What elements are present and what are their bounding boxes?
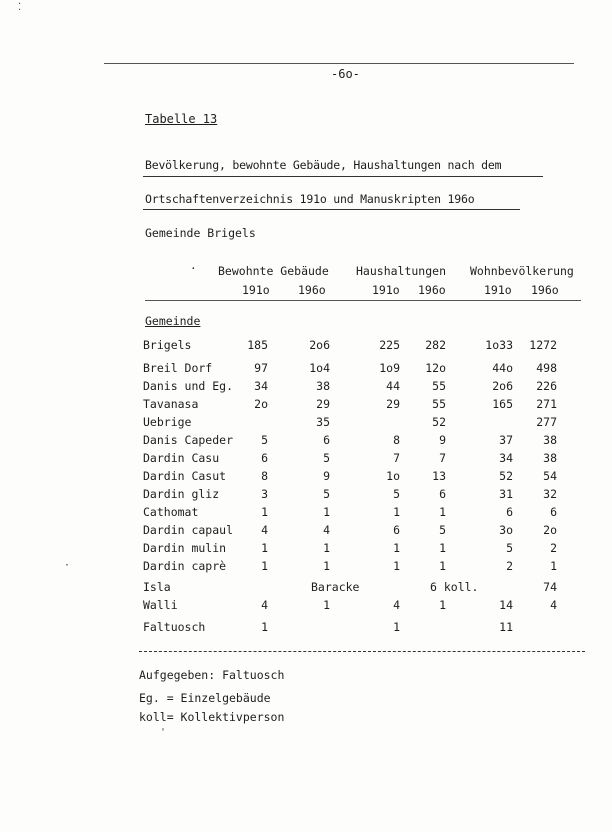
table-row — [0, 580, 612, 598]
row-value: 2o6 — [492, 379, 513, 393]
row-value: 9 — [439, 433, 446, 447]
row-value: 277 — [536, 415, 557, 429]
table-row — [0, 415, 612, 433]
row-value: 2o — [543, 523, 557, 537]
row-value: 498 — [536, 361, 557, 375]
row-value: 38 — [543, 451, 557, 465]
table-row — [0, 469, 612, 487]
row-value: 2o — [254, 397, 268, 411]
row-value: 1 — [261, 620, 268, 634]
col-header-buildings: Bewohnte Gebäude — [218, 264, 329, 278]
row-value: 1o — [386, 469, 400, 483]
row-value: 1 — [439, 598, 446, 612]
row-name: Cathomat — [143, 505, 199, 519]
row-value: 29 — [316, 397, 330, 411]
row-value: 44o — [492, 361, 513, 375]
row-value: 52 — [432, 415, 446, 429]
table-row — [0, 559, 612, 577]
row-value: 5 — [323, 487, 330, 501]
row-value: 55 — [432, 397, 446, 411]
row-value: 1 — [261, 505, 268, 519]
row-value: 38 — [316, 379, 330, 393]
row-value: 12o — [425, 361, 446, 375]
footnote-koll: koll= Kollektivperson — [139, 710, 285, 724]
row-value: 32 — [543, 487, 557, 501]
header-rule — [145, 300, 581, 301]
row-value: 1 — [323, 598, 330, 612]
row-value: 6 — [393, 523, 400, 537]
row-name: Tavanasa — [143, 397, 199, 411]
row-value: 1 — [393, 559, 400, 573]
row-value: 4 — [393, 598, 400, 612]
row-value: 37 — [499, 433, 513, 447]
row-value: 282 — [425, 338, 446, 352]
table-row — [0, 541, 612, 559]
row-value: 3o — [499, 523, 513, 537]
row-value: 1o4 — [309, 361, 330, 375]
row-value: 7 — [393, 451, 400, 465]
row-value: 4 — [261, 523, 268, 537]
row-value: 5 — [323, 451, 330, 465]
table-row — [0, 451, 612, 469]
row-value: 1 — [439, 541, 446, 555]
row-name: Dardin capaul — [143, 523, 234, 537]
row-value: 1 — [261, 559, 268, 573]
col-header-households: Haushaltungen — [356, 264, 447, 278]
row-value: 1 — [393, 505, 400, 519]
row-value: 55 — [432, 379, 446, 393]
row-name: Isla — [143, 580, 171, 594]
row-name: Dardin gliz — [143, 487, 220, 501]
row-value: 5 — [506, 541, 513, 555]
page-top-line — [104, 63, 574, 64]
row-value: 52 — [499, 469, 513, 483]
row-value: 74 — [543, 580, 557, 594]
year-header: 196o — [531, 283, 559, 297]
row-value: 38 — [543, 433, 557, 447]
row-name: Walli — [143, 598, 178, 612]
row-name: Dardin mulin — [143, 541, 227, 555]
header-bullet: · — [190, 262, 197, 275]
row-name: Dardin Casut — [143, 469, 227, 483]
col-header-population: Wohnbevölkerung — [470, 264, 574, 278]
row-name: Uebrige — [143, 415, 192, 429]
footnote-abandoned: Aufgegeben: Faltuosch — [139, 668, 285, 682]
heading-underline-2 — [143, 209, 520, 210]
row-value: 3 — [261, 487, 268, 501]
row-value: 165 — [492, 397, 513, 411]
table-row — [0, 397, 612, 415]
footnote-eg: Eg. = Einzelgebäude — [139, 691, 271, 705]
row-value: 31 — [499, 487, 513, 501]
row-name: Danis Capeder — [143, 433, 234, 447]
row-value: 6 — [439, 487, 446, 501]
row-value: 1 — [439, 505, 446, 519]
row-value: 8 — [261, 469, 268, 483]
table-row — [0, 523, 612, 541]
row-value: 34 — [254, 379, 268, 393]
year-header: 196o — [418, 283, 446, 297]
table-row — [0, 505, 612, 523]
row-name: Danis und Eg. — [143, 379, 234, 393]
row-value: 8 — [393, 433, 400, 447]
row-value: 1 — [550, 559, 557, 573]
row-value: 4 — [323, 523, 330, 537]
row-value: 5 — [261, 433, 268, 447]
table-row — [0, 361, 612, 379]
row-value: 35 — [316, 415, 330, 429]
page-number: -6o- — [331, 67, 360, 81]
row-value: 14 — [499, 598, 513, 612]
row-value: 2 — [506, 559, 513, 573]
row-value: 1 — [439, 559, 446, 573]
row-name: Breil Dorf — [143, 361, 213, 375]
municipality-label: Gemeinde Brigels — [145, 226, 256, 240]
table-row — [0, 487, 612, 505]
row-value: 1 — [323, 541, 330, 555]
row-value: 7 — [439, 451, 446, 465]
row-value: 1 — [261, 541, 268, 555]
row-value: 29 — [386, 397, 400, 411]
row-value: 1 — [393, 620, 400, 634]
row-header: Gemeinde — [145, 314, 201, 328]
row-value: 2 — [550, 541, 557, 555]
row-name: Dardin Casu — [143, 451, 220, 465]
row-name: Faltuosch — [143, 620, 206, 634]
row-value: 185 — [247, 338, 268, 352]
table-row — [0, 379, 612, 397]
row-value: 225 — [379, 338, 400, 352]
row-value: 2o6 — [309, 338, 330, 352]
row-note-buildings: Baracke — [311, 580, 360, 594]
heading-line-1: Bevölkerung, bewohnte Gebäude, Haushaltungen nach dem — [145, 158, 502, 172]
row-value: 1 — [323, 559, 330, 573]
row-value: 34 — [499, 451, 513, 465]
row-value: 1 — [323, 505, 330, 519]
stray-mark: ' — [160, 727, 167, 738]
row-value: 6 — [261, 451, 268, 465]
heading-line-2: Ortschaftenverzeichnis 191o und Manuskripten 196o — [145, 192, 475, 206]
row-value: 6 — [550, 505, 557, 519]
row-value: 9 — [323, 469, 330, 483]
row-value: 1o9 — [379, 361, 400, 375]
table-row — [0, 620, 612, 638]
row-value: 1272 — [529, 338, 557, 352]
row-name: Dardin caprè — [143, 559, 227, 573]
row-value: 1 — [393, 541, 400, 555]
row-value: 54 — [543, 469, 557, 483]
year-header: 191o — [372, 283, 400, 297]
row-value: 5 — [393, 487, 400, 501]
row-value: 271 — [536, 397, 557, 411]
heading-underline-1 — [143, 176, 543, 177]
row-value: 13 — [432, 469, 446, 483]
row-value: 6 — [323, 433, 330, 447]
row-value: 5 — [439, 523, 446, 537]
table-row — [0, 433, 612, 451]
row-note-households: 6 koll. — [430, 580, 479, 594]
row-value: 4 — [550, 598, 557, 612]
row-value: 4 — [261, 598, 268, 612]
table-row — [0, 598, 612, 616]
table-row — [0, 338, 612, 356]
year-header: 191o — [484, 283, 512, 297]
margin-dot: · — [64, 560, 71, 571]
row-value: 44 — [386, 379, 400, 393]
table-title: Tabelle 13 — [145, 112, 218, 126]
table-end-rule — [139, 651, 585, 652]
margin-mark: ⁚ — [18, 2, 22, 13]
row-name: Brigels — [143, 338, 192, 352]
row-value: 11 — [499, 620, 513, 634]
year-header: 196o — [298, 283, 326, 297]
year-header: 191o — [242, 283, 270, 297]
row-value: 6 — [506, 505, 513, 519]
row-value: 226 — [536, 379, 557, 393]
row-value: 97 — [254, 361, 268, 375]
row-value: 1o33 — [485, 338, 513, 352]
